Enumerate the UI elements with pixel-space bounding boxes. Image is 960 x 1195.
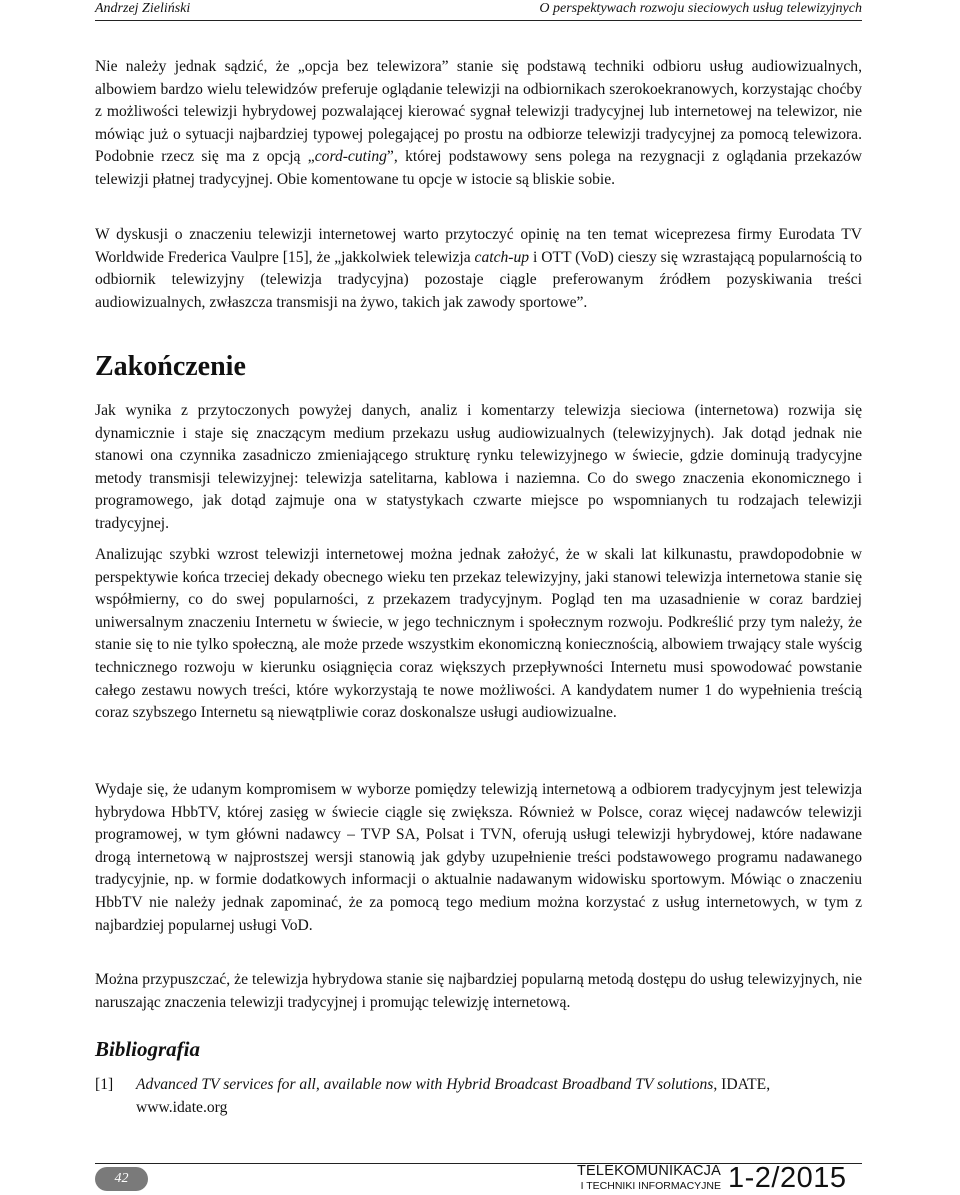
paragraph-6: Można przypuszczać, że telewizja hybrydowa stanie się najbardziej popularną metodą dostępu do usług telewizyjnych, nie naruszając znaczenia telewizji tradycyjnej i promując telewizję internetową. (95, 971, 862, 1011)
section-heading-conclusion: Zakończenie (95, 351, 246, 382)
paragraph-2-text-a: W dyskusji o znaczeniu telewizji internetowej warto przytoczyć opinię na ten temat wiceprezesa firmy Eurodata TV Worldwide Frederica Vaulpre [15], że „jakkolwiek telewizja (95, 226, 862, 266)
bibliography-entry-text (136, 1074, 862, 1119)
bibliography-entry-source: , IDATE, www.idate.org (136, 1076, 771, 1116)
section-heading-bibliography: Bibliografia (95, 1037, 201, 1061)
paragraph-1 (95, 56, 862, 192)
journal-name-line-1: TELEKOMUNIKACJA (577, 1163, 721, 1179)
running-head (95, 0, 862, 21)
paragraph-1-text-c: ”, której podstawowy sens polega na rezygnacji z oglądania przekazów telewizji płatnej tradycyjnej. Obie komentowane tu opcje w istocie są bliskie sobie. (95, 148, 863, 188)
paragraph-3: Jak wynika z przytoczonych powyżej danych, analiz i komentarzy telewizja sieciowa (internetowa) rozwija się dynamicznie i staje się znaczącym medium przekazu usług audiowizualnych (telewizyjnych). Jak dotąd jednak nie stanowi ona czynnika zasadniczo zmieniającego strukturę rynku telewizyjnego w świecie, gdzie dominują tradycyjne metody transmisji telewizyjnej: telewizja satelitarna, kablowa i naziemna. Co do swego znaczenia ekonomicznego i programowego, jak dotąd zajmuje ona w statystykach czwarte miejsce po wspomnianych tu rodzajach telewizji tradycyjnej. (95, 402, 862, 532)
paragraph-1-text-a: Nie należy jednak sądzić, że „opcja bez telewizora” stanie się podstawą techniki odbioru usług audiowizualnych, albowiem bardzo wielu telewidzów preferuje oglądanie telewizji na odbiornikach szerokoekranowych, korzystając choćby z możliwości telewizji hybrydowej pozwalającej kierować sygnał telewizji tradycyjnej lub internetowej na telewizor, nie mówiąc już o sytuacji najbardziej typowej polegającej po prostu na odbiorze telewizji tradycyjnej za pomocą telewizora. Podobnie rzecz się ma z opcją „ (95, 58, 862, 166)
journal-name-line-2: I TECHNIKI INFORMACYJNE (580, 1180, 721, 1192)
page-number-badge: 42 (95, 1167, 148, 1191)
term-cord-cutting: cord-cuting (314, 148, 387, 166)
journal-name (566, 1163, 721, 1193)
paragraph-5: Wydaje się, że udanym kompromisem w wyborze pomiędzy telewizją internetową a odbiorem tradycyjnym jest telewizja hybrydowa HbbTV, której zasięg w świecie ciągle się zwiększa. Również w Polsce, coraz więcej nadawców telewizji programowej, w tym główni nadawcy – TVP SA, Polsat i TVN, oferują usługi telewizji hybrydowej, które nadawane drogą internetową w najprostszej wersji stanowią jak gdyby uzupełnienie treści podstawowego programu nadawanego tradycyjnie, np. w formie dodatkowych informacji o aktualnie nadawanym widowisku sportowym. Mówiąc o znaczeniu HbbTV nie należy jednak zapominać, że za pomocą tego medium można korzystać z usług internetowych, w tym z najbardziej popularnej usługi VoD. (95, 781, 862, 934)
paragraph-2-text-c: i OTT (VoD) cieszy się wzrastającą popularnością to odbiornik telewizyjny (telewizja tradycyjna) pozostaje ciągle preferowanym źródłem pozyskiwania treści audiowizualnych, zwłaszcza transmisji na żywo, takich jak zawody sportowe”. (95, 248, 862, 311)
paragraph-4: Analizując szybki wzrost telewizji internetowej można jednak założyć, że w skali lat kilkunastu, prawdopodobnie w perspektywie końca trzeciej dekady obecnego wieku ten przekaz telewizyjny, jaki stanowi telewizja internetowa stanie się współmierny, co do swej popularności, z przekazem tradycyjnym. Pogląd ten ma uzasadnienie w coraz bardziej uniwersalnym znaczeniu Internetu w świecie, w jego technicznym i społecznym rozwoju. Podkreślić przy tym należy, że stanie się to nie tylko społeczną, ale może przede wszystkim ekonomiczną koniecznością, albowiem trwający stale wyścig technicznego rozwoju w kierunku osiągnięcia coraz większych przepływności Internetu musi spowodować powstanie całego zestawu nowych treści, które wykorzystają te nowe możliwości. A kandydatem numer 1 do wypełnienia treścią coraz szybszego Internetu są niewątpliwie coraz doskonalsze usługi audiowizualne. (95, 546, 862, 722)
paragraph-2 (95, 224, 862, 314)
bibliography-entry-number: [1] (95, 1076, 114, 1093)
term-catch-up: catch-up (474, 248, 530, 266)
bibliography-entry-title: Advanced TV services for all, available now with Hybrid Broadcast Broadband TV solutions (136, 1076, 714, 1093)
issue-number: 1-2/2015 (728, 1162, 847, 1194)
header-paper-title: O perspektywach rozwoju sieciowych usług telewizyjnych (539, 1, 862, 16)
header-author: Andrzej Zieliński (95, 1, 191, 16)
